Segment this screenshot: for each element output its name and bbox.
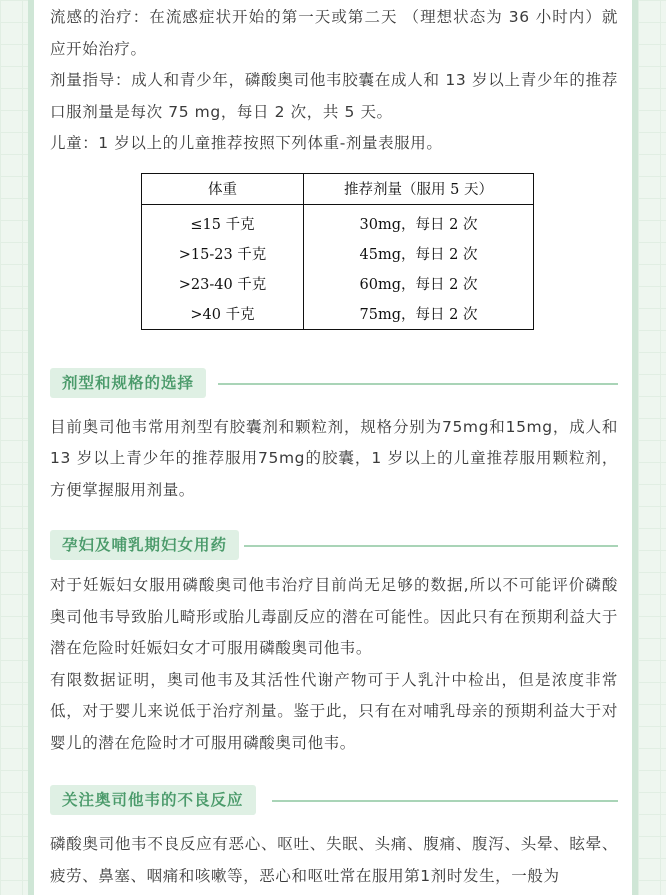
table-row: [142, 204, 534, 239]
table-cell-dose: 30mg，每日 2 次: [304, 204, 534, 239]
table-cell-dose: 75mg，每日 2 次: [304, 299, 534, 330]
table-cell-weight: ≤15 千克: [142, 204, 304, 239]
section-heading-dosage-form: [50, 368, 618, 398]
section-paragraph: 目前奥司他韦常用剂型有胶囊剂和颗粒剂，规格分别为75mg和15mg，成人和 13 岁以上青少年的推荐服用75mg的胶囊，1 岁以上的儿童推荐服用颗粒剂，方便掌握服用剂量。: [50, 417, 618, 499]
section-divider: [244, 545, 618, 547]
table-header-row: [142, 173, 534, 204]
section-divider: [272, 800, 618, 802]
section-heading-pregnancy: [50, 530, 618, 560]
table-cell-weight: >23-40 千克: [142, 269, 304, 299]
section-paragraph: 磷酸奥司他韦不良反应有恶心、呕吐、失眠、头痛、腹痛、腹泻、头晕、眩晕、疲劳、鼻塞、咽痛和咳嗽等，恶心和呕吐常在服用第1剂时发生，一般为: [50, 835, 618, 885]
section-divider: [218, 383, 618, 385]
table-header-weight: 体重: [142, 173, 304, 204]
section-title-pregnancy: 孕妇及哺乳期妇女用药: [50, 530, 239, 560]
article-card: [34, 0, 632, 895]
table-cell-weight: >40 千克: [142, 299, 304, 330]
table-row: [142, 269, 534, 299]
section-paragraph: 有限数据证明，奥司他韦及其活性代谢产物可于人乳汁中检出，但是浓度非常低，对于婴儿来说低于治疗剂量。鉴于此，只有在对哺乳母亲的预期利益大于对婴儿的潜在危险时才可服用磷酸奥司他韦。: [50, 670, 618, 752]
table-row: [142, 239, 534, 269]
table-cell-dose: 45mg，每日 2 次: [304, 239, 534, 269]
table-cell-dose: 60mg，每日 2 次: [304, 269, 534, 299]
section-paragraph: 对于妊娠妇女服用磷酸奥司他韦治疗目前尚无足够的数据,所以不可能评价磷酸奥司他韦导致胎儿畸形或胎儿毒副反应的潜在可能性。因此只有在预期利益大于潜在危险时妊娠妇女才可服用磷酸奥司他韦。: [50, 576, 618, 657]
section-heading-adverse-reactions: [50, 785, 618, 815]
intro-paragraph-treatment: 流感的治疗：在流感症状开始的第一天或第二天 （理想状态为 36 小时内）就应开始治疗。: [50, 8, 618, 58]
dose-table: [141, 173, 534, 330]
table-row: [142, 299, 534, 330]
intro-paragraph-children: 儿童：1 岁以上的儿童推荐按照下列体重-剂量表服用。: [50, 134, 443, 152]
right-border-stripe: [632, 0, 638, 895]
table-header-dose: 推荐剂量（服用 5 天）: [304, 173, 534, 204]
table-cell-weight: >15-23 千克: [142, 239, 304, 269]
section-title-adverse-reactions: 关注奥司他韦的不良反应: [50, 785, 256, 815]
intro-paragraph-dosage: 剂量指导：成人和青少年，磷酸奥司他韦胶囊在成人和 13 岁以上青少年的推荐口服剂量是每次 75 mg，每日 2 次，共 5 天。: [50, 71, 618, 121]
article-content: [50, 0, 618, 892]
section-title-dosage-form: 剂型和规格的选择: [50, 368, 206, 398]
